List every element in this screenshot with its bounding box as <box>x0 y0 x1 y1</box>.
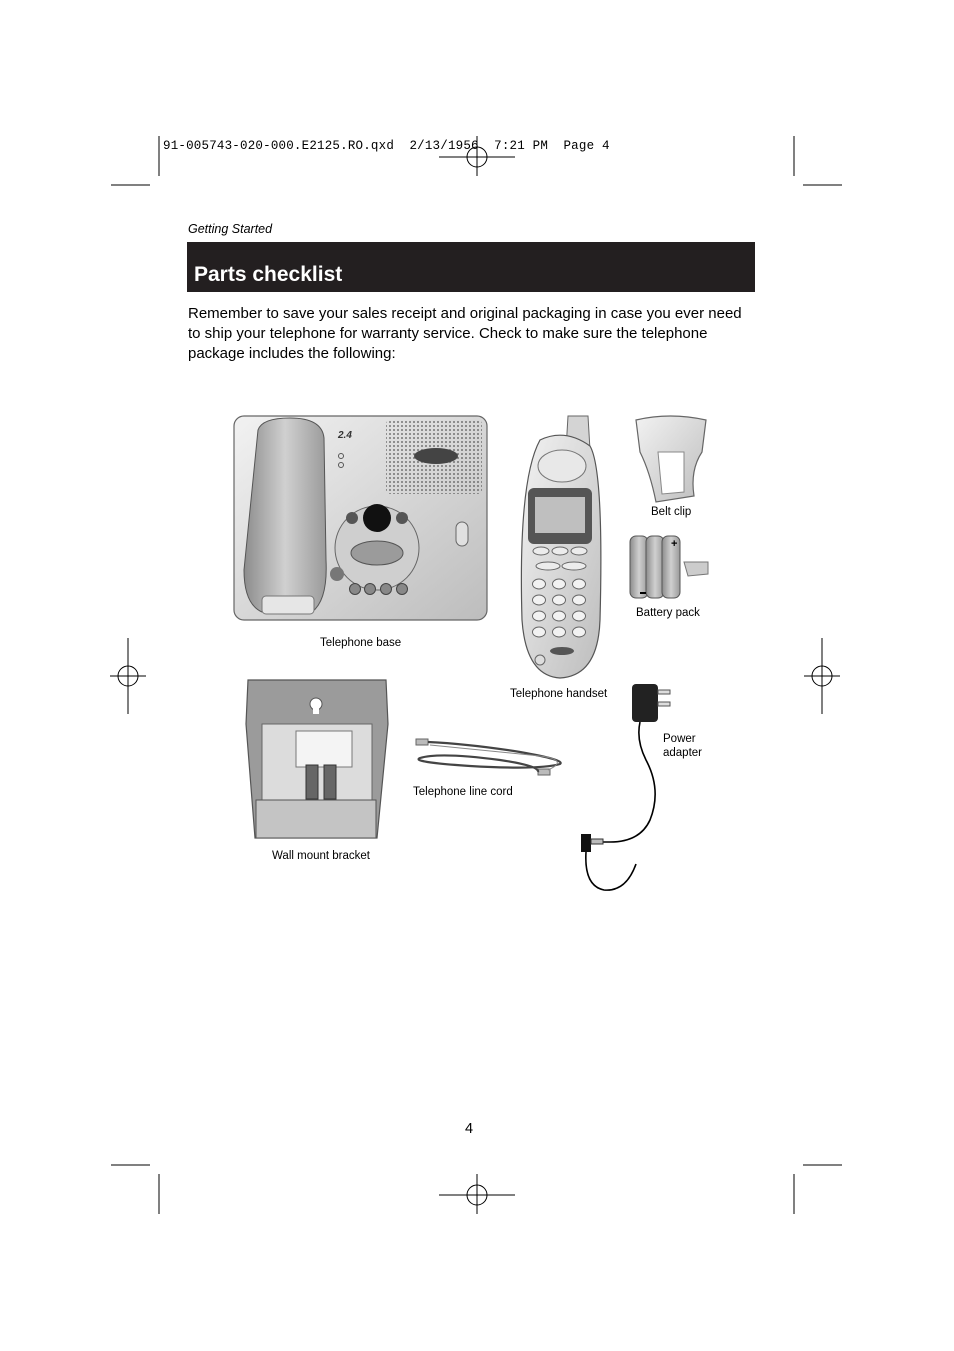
power-adapter-label-line2: adapter <box>663 747 703 759</box>
telephone-handset-label: Telephone handset <box>510 688 608 700</box>
wall-mount-bracket-label: Wall mount bracket <box>272 850 370 862</box>
intro-paragraph: Remember to save your sales receipt and original packaging in case you ever need to ship your telephone for warranty service. Check to make sure the telephone package includes the following: <box>188 305 742 362</box>
telephone-base-label: Telephone base <box>320 637 402 649</box>
wall-mount-bracket-image <box>246 680 388 838</box>
telephone-base-image <box>234 416 487 620</box>
telephone-handset-image <box>521 416 601 678</box>
power-adapter-image <box>581 684 670 890</box>
page-number: 4 <box>465 1121 474 1137</box>
telephone-line-cord-image <box>416 739 561 775</box>
belt-clip-label: Belt clip <box>651 506 692 518</box>
belt-clip-image <box>636 416 706 502</box>
battery-pack-label: Battery pack <box>636 607 700 619</box>
svg-text:2.4: 2.4 <box>338 430 352 441</box>
power-adapter-label-line1: Power <box>663 733 696 745</box>
section-header: Getting Started <box>188 222 273 236</box>
svg-text:+: + <box>671 538 678 550</box>
page-title: Parts checklist <box>194 263 343 286</box>
battery-pack-image <box>630 536 708 598</box>
print-slug: 91-005743-020-000.E2125.RO.qxd 2/13/1956 7:21 PM Page 4 <box>163 139 610 153</box>
telephone-line-cord-label: Telephone line cord <box>413 786 513 798</box>
